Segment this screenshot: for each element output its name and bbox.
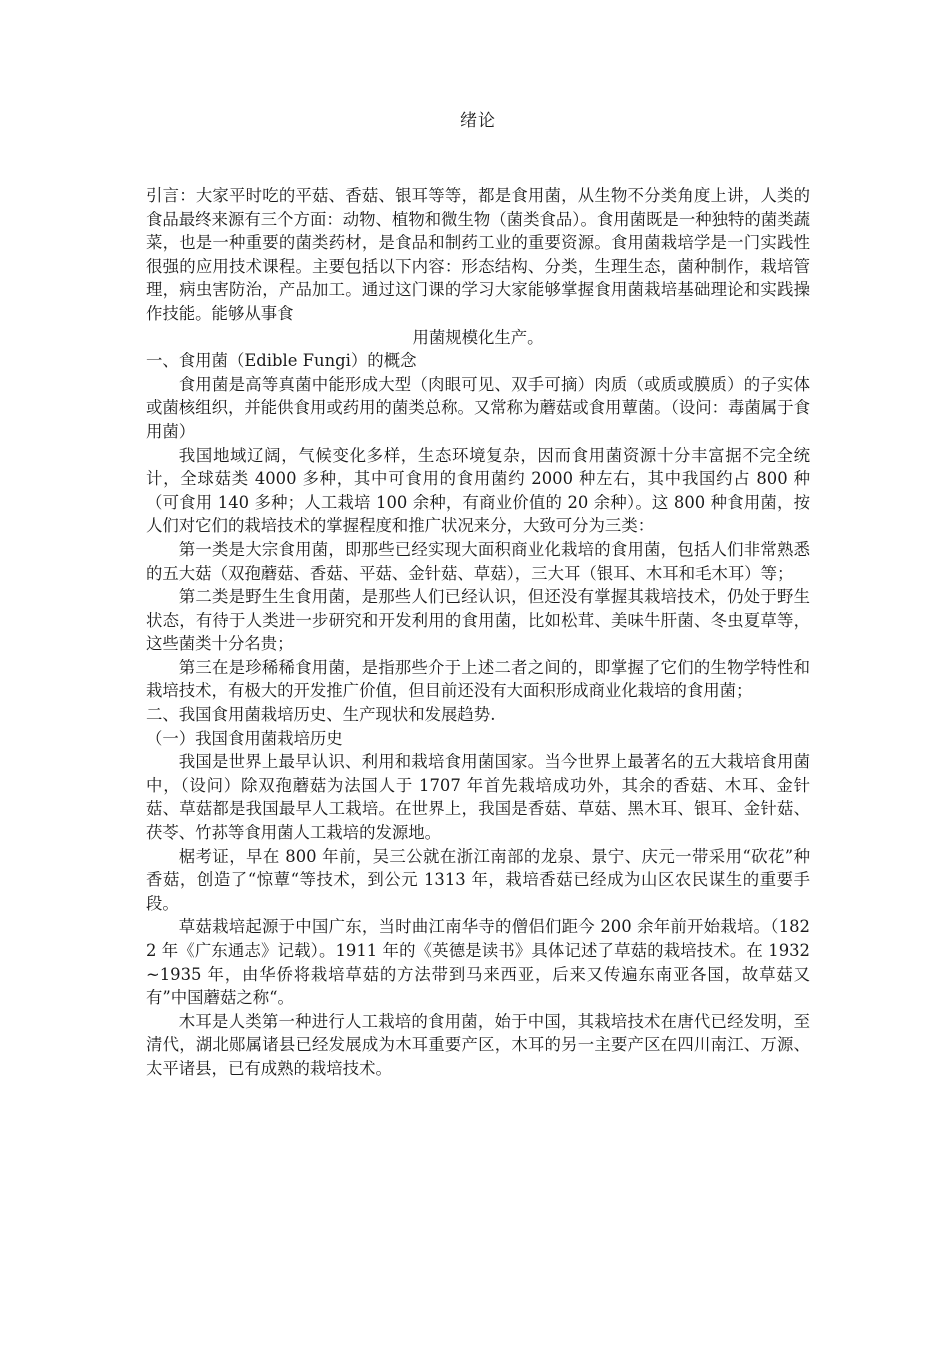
section1-paragraph-2: 我国地域辽阔，气候变化多样，生态环境复杂，因而食用菌资源十分丰富据不完全统计，全球菇类 4000 多种，其中可食用的食用菌约 2000 种左右，其中我国约占 800 种（可食用 140 多种；人工栽培 100 余种，有商业价值的 20 余种）。这 800 种食用菌，按人们对它们的栽培技术的掌握程度和推广状况来分，大致可分为三类：	[146, 445, 810, 536]
section1-heading: 一、食用菌（Edible Fungi）的概念	[146, 351, 417, 371]
section1-paragraph-1: 食用菌是高等真菌中能形成大型（肉眼可见、双手可摘）肉质（或质或膜质）的子实体或菌核组织，并能供食用或药用的菌类总称。又常称为蘑菇或食用蕈菌。（设问：毒菌属于食用菌）	[146, 374, 810, 441]
intro-paragraph: 引言：大家平时吃的平菇、香菇、银耳等等，都是食用菌，从生物不分类角度上讲，人类的食品最终来源有三个方面：动物、植物和微生物（菌类食品）。食用菌既是一种独特的菌类蔬菜，也是一种重要的菌类药材，是食品和制药工业的重要资源。食用菌栽培学是一门实践性很强的应用技术课程。主要包括以下内容：形态结构、分类，生理生态，菌种制作，栽培管理，病虫害防治，产品加工。通过这门课的学习大家能够掌握食用菌栽培基础理论和实践操作技能。能够从事食	[146, 186, 810, 323]
section2-paragraph-1: 我国是世界上最早认识、利用和栽培食用菌国家。当今世界上最著名的五大栽培食用菌中，（设问）除双孢蘑菇为法国人于 1707 年首先栽培成功外，其余的香菇、木耳、金针菇、草菇都是我国最早人工栽培。在世界上，我国是香菇、草菇、黑木耳、银耳、金针菇、茯苓、竹荪等食用菌人工栽培的发源地。	[146, 752, 810, 843]
section1-paragraph-3: 第一类是大宗食用菌，即那些已经实现大面积商业化栽培的食用菌，包括人们非常熟悉的五大菇（双孢蘑菇、香菇、平菇、金针菇、草菇），三大耳（银耳、木耳和毛木耳）等；	[146, 539, 810, 583]
section1-paragraph-4: 第二类是野生生食用菌，是那些人们已经认识，但还没有掌握其栽培技术，仍处于野生状态，有待于人类进一步研究和开发利用的食用菌，比如松茸、美味牛肝菌、冬虫夏草等，这些菌类十分名贵；	[146, 587, 810, 654]
section2-heading: 二、我国食用菌栽培历史、生产现状和发展趋势.	[146, 705, 496, 725]
section2-subheading: （一）我国食用菌栽培历史	[146, 728, 343, 748]
section2-paragraph-3: 草菇栽培起源于中国广东，当时曲江南华寺的僧侣们距今 200 余年前开始栽培。（1822 年《广东通志》记载）。1911 年的《英德是读书》具体记述了草菇的栽培技术。在 1932~1935 年，由华侨将栽培草菇的方法带到马来西亚，后来又传遍东南亚各国，故草菇又有”中国蘑菇之称“。	[146, 917, 810, 1008]
section2-paragraph-4: 木耳是人类第一种进行人工栽培的食用菌，始于中国，其栽培技术在唐代已经发明，至清代，湖北郧属诸县已经发展成为木耳重要产区，木耳的另一主要产区在四川南江、万源、太平诸县，已有成熟的栽培技术。	[146, 1011, 810, 1078]
section1-paragraph-5: 第三在是珍稀稀食用菌，是指那些介于上述二者之间的，即掌握了它们的生物学特性和栽培技术，有极大的开发推广价值，但目前还没有大面积形成商业化栽培的食用菌；	[146, 657, 810, 701]
intro-paragraph-end: 用菌规模化生产。	[412, 327, 544, 347]
section2-paragraph-2: 椐考证，早在 800 年前，吴三公就在浙江南部的龙泉、景宁、庆元一带采用“砍花”种香菇，创造了“惊蕈“等技术，到公元 1313 年，栽培香菇已经成为山区农民谋生的重要手段。	[146, 846, 810, 913]
page-title: 绪论	[460, 111, 496, 131]
document-page	[146, 108, 810, 1081]
